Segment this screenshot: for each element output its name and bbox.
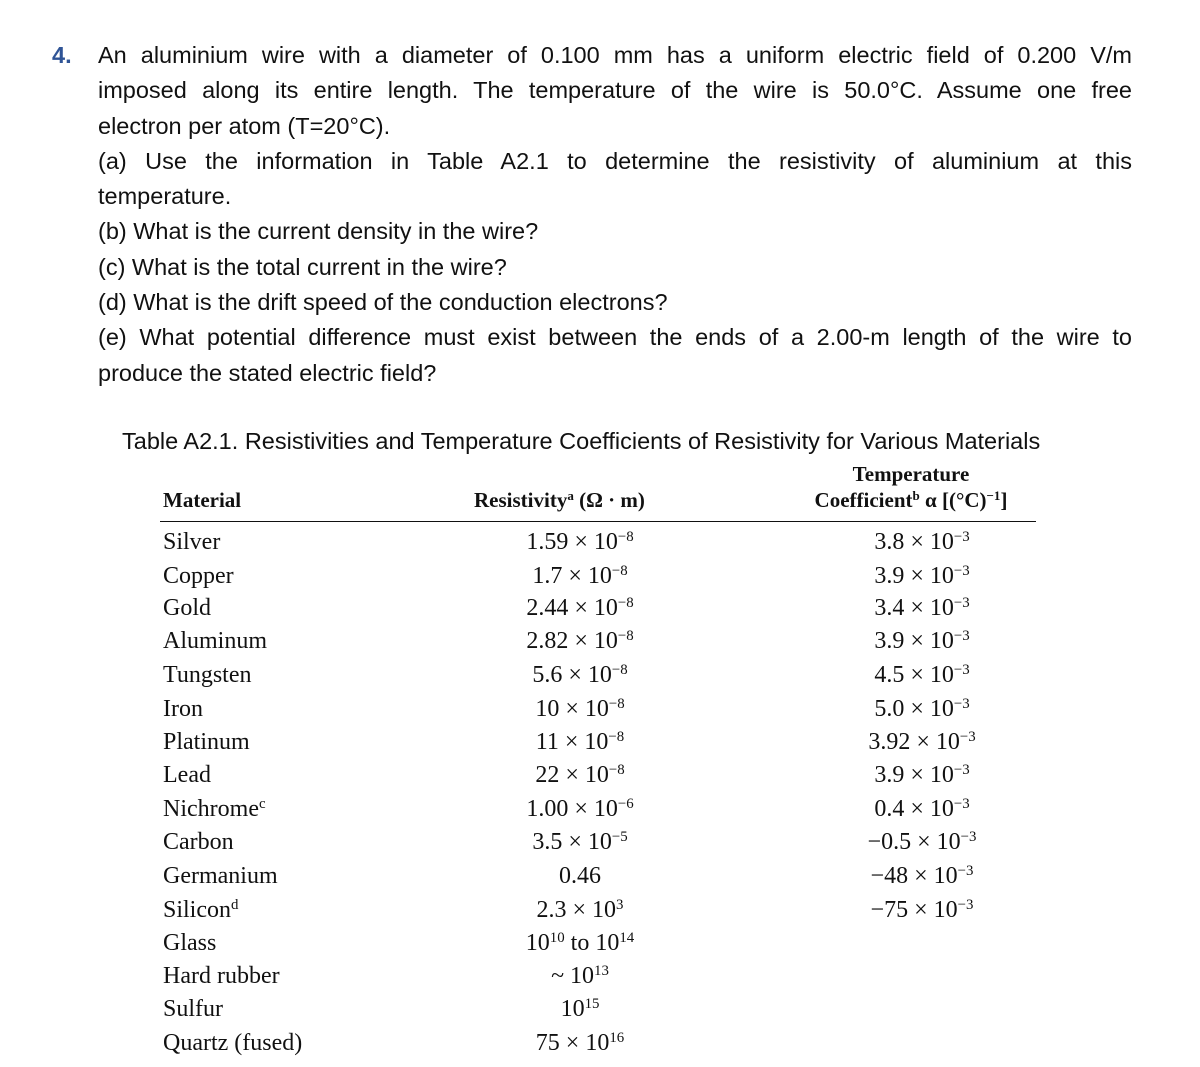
resistivity-cell [470, 828, 690, 856]
problem-body [98, 38, 1132, 391]
question-a: (a) Use the information in Table A2.1 to determine the resistivity of aluminium at this [98, 147, 1132, 174]
header-resistivity: Resistivity$^a$ (Ω · m) [474, 487, 645, 512]
material-name: Tungsten [163, 662, 252, 688]
temp-coefficient-cell [812, 594, 1032, 622]
material-cell [163, 562, 234, 590]
material-name: Sulfur [163, 996, 223, 1022]
coefficient-mantissa: 3.9 × 10 [874, 628, 954, 654]
question-b: (b) What is the current density in the wire? [98, 218, 539, 245]
temp-coefficient-cell [812, 828, 1032, 856]
resistivity-cell [470, 661, 690, 689]
resistivity-mantissa: 1.00 × 10 [526, 796, 618, 822]
temp-coefficient-cell [812, 795, 1032, 823]
footnote-mark: c [258, 795, 266, 812]
question-c: (c) What is the total current in the wire? [98, 253, 507, 280]
coefficient-exponent: −3 [953, 661, 970, 678]
temp-coefficient-cell [812, 896, 1032, 924]
material-cell [163, 828, 234, 856]
coefficient-mantissa: 3.9 × 10 [874, 762, 954, 788]
footnote-mark: b [912, 487, 920, 503]
temp-coefficient-cell [812, 761, 1032, 789]
resistivity-exponent: −8 [611, 661, 628, 678]
resistivity-cell [470, 562, 690, 590]
question-d: (d) What is the drift speed of the conduction electrons? [98, 289, 668, 316]
material-cell [163, 795, 266, 823]
resistivity-cell [470, 594, 690, 622]
resistivity-exponent: 3 [616, 896, 624, 913]
material-cell [163, 929, 216, 957]
problem-number: 4. [52, 42, 72, 68]
coefficient-mantissa: −75 × 10 [870, 897, 958, 923]
material-name: Iron [163, 696, 203, 722]
header-temperature-coefficient: Temperature Coefficient$^b$ α $[(^\circ C)^{-1}]$ [814, 462, 1008, 512]
material-name: Lead [163, 762, 211, 788]
resistivity-mantissa: 1.7 × 10 [532, 563, 612, 589]
temp-coefficient-cell [812, 627, 1032, 655]
coefficient-mantissa: −48 × 10 [870, 863, 958, 889]
problem-line: imposed along its entire length. The temperature of the wire is 50.0°C. Assume one free [98, 77, 1132, 104]
material-cell [163, 1029, 302, 1057]
resistivity-cell [470, 962, 690, 990]
material-cell [163, 761, 211, 789]
temp-coefficient-cell [812, 695, 1032, 723]
material-cell [163, 896, 238, 924]
coefficient-mantissa: 5.0 × 10 [874, 696, 954, 722]
coefficient-exponent: −3 [953, 562, 970, 579]
resistivity-mantissa: 75 × 10 [535, 1030, 610, 1056]
resistivity-exponent: −5 [611, 828, 628, 845]
resistivity-exponent: −6 [617, 795, 634, 812]
material-name: Platinum [163, 729, 250, 755]
resistivity-exponent: −8 [617, 627, 634, 644]
resistivity-exponent: −8 [617, 594, 634, 611]
footnote-mark: a [567, 487, 574, 503]
approx-symbol: ~ [551, 963, 571, 989]
temp-coefficient-cell [812, 661, 1032, 689]
question-a-cont: temperature. [98, 183, 232, 210]
coefficient-exponent: −3 [953, 795, 970, 812]
resistivity-exponent: 14 [619, 929, 635, 946]
coefficient-exponent: −3 [957, 896, 974, 913]
resistivity-cell [470, 1029, 690, 1057]
material-cell [163, 962, 280, 990]
material-name: Copper [163, 563, 234, 589]
coefficient-mantissa: 3.8 × 10 [874, 529, 954, 555]
resistivity-exponent: −8 [608, 695, 625, 712]
problem-line: electron per atom (T=20°C). [98, 112, 391, 139]
resistivity-mantissa: 3.5 × 10 [532, 829, 612, 855]
resistivity-exponent: 16 [609, 1029, 625, 1046]
question-e-cont: produce the stated electric field? [98, 359, 437, 386]
material-name: Quartz (fused) [163, 1030, 303, 1056]
material-cell [163, 627, 267, 655]
material-name: Glass [163, 930, 217, 956]
resistivity-cell [470, 728, 690, 756]
material-name: Gold [163, 595, 211, 621]
problem-statement [52, 38, 1132, 391]
temp-coefficient-cell [812, 862, 1032, 890]
header-divider [160, 521, 1036, 522]
material-name: Silicon [163, 897, 232, 923]
resistivity-cell [470, 695, 690, 723]
resistivity-exponent: −8 [608, 761, 625, 778]
resistivity-exponent: −8 [611, 562, 628, 579]
coefficient-exponent: −3 [953, 761, 970, 778]
coefficient-exponent: −3 [957, 862, 974, 879]
coefficient-mantissa: 3.9 × 10 [874, 563, 954, 589]
material-name: Germanium [163, 863, 278, 889]
coefficient-exponent: −3 [959, 728, 976, 745]
resistivity-mantissa: 0.46 [559, 863, 601, 889]
coefficient-exponent: −3 [953, 627, 970, 644]
resistivity-mantissa: 22 × 10 [535, 762, 609, 788]
resistivity-mantissa: 1.59 × 10 [526, 529, 618, 555]
resistivity-cell [470, 761, 690, 789]
material-cell [163, 594, 211, 622]
material-cell [163, 728, 250, 756]
footnote-mark: d [231, 896, 239, 913]
coefficient-mantissa: −0.5 × 10 [867, 829, 961, 855]
coefficient-exponent: −3 [953, 695, 970, 712]
resistivity-mantissa: 10 [570, 963, 595, 989]
resistivity-cell [470, 528, 690, 556]
resistivity-cell [470, 795, 690, 823]
material-name: Carbon [163, 829, 234, 855]
coefficient-exponent: −3 [953, 528, 970, 545]
material-name: Nichrome [163, 796, 259, 822]
coefficient-exponent: −3 [960, 828, 977, 845]
material-cell [163, 862, 278, 890]
temp-coefficient-cell [812, 528, 1032, 556]
resistivity-exponent: −8 [617, 528, 634, 545]
resistivity-mantissa: 5.6 × 10 [532, 662, 612, 688]
material-name: Silver [163, 529, 221, 555]
coefficient-mantissa: 3.92 × 10 [868, 729, 960, 755]
material-cell [163, 661, 251, 689]
resistivity-mantissa: 10 × 10 [535, 696, 609, 722]
resistivity-cell [470, 929, 690, 957]
temp-coefficient-cell [812, 562, 1032, 590]
resistivity-mantissa: 2.3 × 10 [536, 897, 617, 923]
resistivity-mantissa: 10 [560, 996, 585, 1022]
resistivity-mantissa: 11 × 10 [535, 729, 609, 755]
resistivity-mantissa: 2.82 × 10 [526, 628, 618, 654]
temp-coefficient-cell [812, 728, 1032, 756]
resistivity-exponent: 13 [594, 962, 609, 979]
coefficient-mantissa: 0.4 × 10 [874, 796, 954, 822]
coefficient-mantissa: 4.5 × 10 [874, 662, 954, 688]
material-cell [163, 995, 223, 1023]
resistivity-cell [470, 627, 690, 655]
material-name: Aluminum [163, 628, 268, 654]
table-title: Table A2.1. Resistivities and Temperature Coefficients of Resistivity for Various Materials [122, 428, 1041, 454]
resistivity-mantissa: 2.44 × 10 [526, 595, 618, 621]
coefficient-exponent: −3 [953, 594, 970, 611]
material-cell [163, 695, 203, 723]
resistivity-exponent: −8 [608, 728, 625, 745]
resistivity-exponent: 10 [549, 929, 565, 946]
resistivity-range: to 10 [564, 930, 620, 956]
resistivity-cell [470, 862, 690, 890]
resistivity-cell [470, 995, 690, 1023]
header-material: Material [163, 488, 242, 512]
question-e: (e) What potential difference must exist between the ends of a 2.00-m length of the wire to [98, 324, 1132, 351]
resistivity-cell [470, 896, 690, 924]
coefficient-mantissa: 3.4 × 10 [874, 595, 954, 621]
material-cell [163, 528, 220, 556]
material-name: Hard rubber [163, 963, 280, 989]
resistivity-mantissa: 10 [525, 930, 550, 956]
resistivity-exponent: 15 [584, 995, 600, 1012]
problem-line: An aluminium wire with a diameter of 0.100 mm has a uniform electric field of 0.200 V/m [98, 42, 1132, 68]
